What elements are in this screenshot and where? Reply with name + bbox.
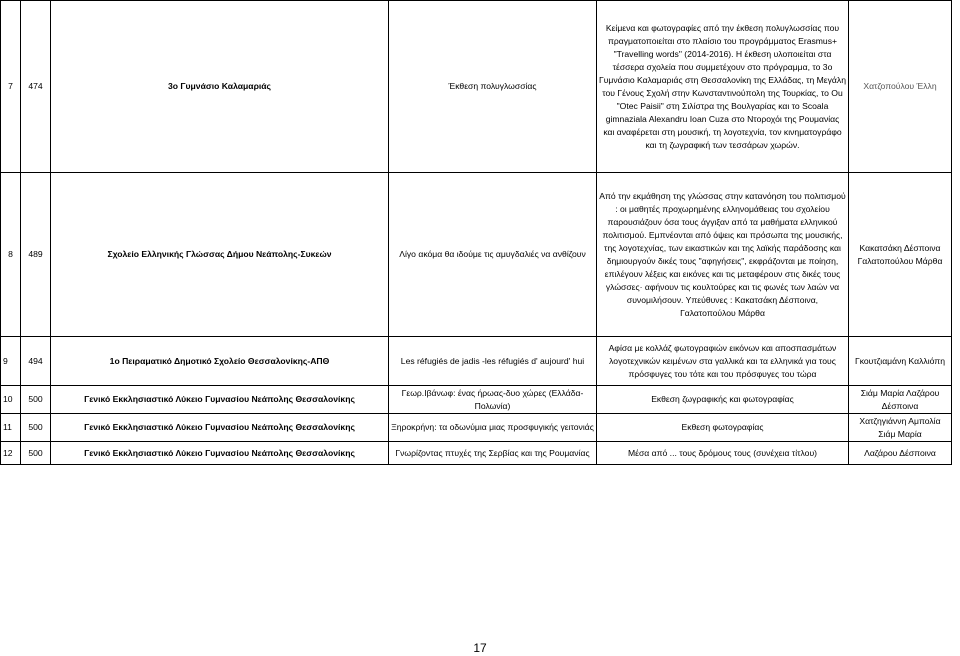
row-id: 474 — [21, 1, 51, 173]
row-id: 500 — [21, 386, 51, 414]
page-number: 17 — [473, 641, 487, 655]
table-row — [1, 386, 952, 414]
table-row — [1, 414, 952, 442]
row-id: 489 — [21, 173, 51, 337]
contact-person: Γκουτζιαμάνη Καλλιόπη — [849, 337, 952, 386]
exhibit-title: Γνωρίζοντας πτυχές της Σερβίας και της Ρουμανίας — [389, 442, 597, 465]
exhibit-description: Εκθεση φωτογραφίας — [597, 414, 849, 442]
row-id: 500 — [21, 414, 51, 442]
school-name: Γενικό Εκκλησιαστικό Λύκειο Γυμνασίου Νεάπολης Θεσσαλονίκης — [51, 414, 389, 442]
row-id: 500 — [21, 442, 51, 465]
table-row — [1, 337, 952, 386]
exhibit-description: Μέσα από ... τους δρόμους τους (συνέχεια τίτλου) — [597, 442, 849, 465]
exhibit-title: Έκθεση πολυγλωσσίας — [389, 1, 597, 173]
table-row — [1, 173, 952, 337]
row-number: 11 — [1, 414, 21, 442]
row-number: 7 — [1, 1, 21, 173]
row-number: 9 — [1, 337, 21, 386]
exhibit-title: Γεωρ.Ιβάνωφ: ένας ήρωας-δυο χώρες (Ελλάδα-Πολωνία) — [389, 386, 597, 414]
contact-person: Σιάμ Μαρία Λαζάρου Δέσποινα — [849, 386, 952, 414]
table-row — [1, 442, 952, 465]
school-name: 1ο Πειραματικό Δημοτικό Σχολείο Θεσσαλονίκης-ΑΠΘ — [51, 337, 389, 386]
exhibit-title: Λίγο ακόμα θα ιδούμε τις αμυγδαλιές να ανθίζουν — [389, 173, 597, 337]
row-number: 8 — [1, 173, 21, 337]
exhibit-description: Από την εκμάθηση της γλώσσας στην κατανόηση του πολιτισμού : οι μαθητές προχωρημένης ελληνομάθειας του σχολείου παρουσιάζουν όσα τους άγγιξαν από τα μαθήματα ελληνικού πολιτισμού. Εμπνέονται από όψεις και πρόσωπα της μουσικής, της λογοτεχνίας, των εικαστικών και της λαϊκής παράδοσης και δημιουργούν δικές τους "αφηγήσεις", εκφράζονται με ποίηση, επιλέγουν λέξεις και εικόνες και τις μεταφέρουν στις δικές τους γλώσσες· αφήνουν τις κουλτούρες και τις φωνές των λαών να συνομιλήσουν. Υπεύθυνες : Κακατσάκη Δέσποινα, Γαλατοπούλου Μάρθα — [597, 173, 849, 337]
contact-person: Χατζηγιάννη Αμπολία Σιάμ Μαρία — [849, 414, 952, 442]
exhibit-title: Les réfugiés de jadis -les réfugiés d' aujourd' hui — [389, 337, 597, 386]
exhibit-description: Αφίσα με κολλάζ φωτογραφιών εικόνων και αποσπασμάτων λογοτεχνικών κειμένων στα γαλλικά και τα ελληνικά για τους πρόσφυγες του τότε και του πρόσφυγες του τώρα — [597, 337, 849, 386]
exhibit-description: Κείμενα και φωτογραφίες από την έκθεση πολυγλωσσίας που πραγματοποιείται στο πλαίσιο του προγράμματος Erasmus+ "Travelling words" (2014-2016). Η έκθεση υλοποιείται στα τέσσερα σχολεία που συμμετέχουν στο πρόγραμμα, το 3ο Γυμνάσιο Καλαμαριάς στη Θεσσαλονίκη της Ελλάδας, τη Μεγάλη του Γένους Σχολή στην Κωνσταντινούπολη της Τουρκίας, το Ou "Otec Paisii" στη Σιλίστρα της Βουλγαρίας και το Scoala gimnaziala Alexandru Ioan Cuza στο Ντοροχόι της Ρουμανίας και αναφέρεται στη μουσική, τη λογοτεχνία, τον κινηματογράφο και τη ζωγραφική των τεσσάρων χωρών. — [597, 1, 849, 173]
row-number: 12 — [1, 442, 21, 465]
contact-person: Κακατσάκη Δέσποινα Γαλατοπούλου Μάρθα — [849, 173, 952, 337]
school-name: Σχολείο Ελληνικής Γλώσσας Δήμου Νεάπολης-Συκεών — [51, 173, 389, 337]
table-row — [1, 1, 952, 173]
row-id: 494 — [21, 337, 51, 386]
row-number: 10 — [1, 386, 21, 414]
exhibit-description: Εκθεση ζωγραφικής και φωτογραφίας — [597, 386, 849, 414]
school-name: Γενικό Εκκλησιαστικό Λύκειο Γυμνασίου Νεάπολης Θεσσαλονίκης — [51, 442, 389, 465]
school-name: 3ο Γυμνάσιο Καλαμαριάς — [51, 1, 389, 173]
contact-person: Χατζοπούλου Έλλη — [849, 1, 952, 173]
school-name: Γενικό Εκκλησιαστικό Λύκειο Γυμνασίου Νεάπολης Θεσσαλονίκης — [51, 386, 389, 414]
contact-person: Λαζάρου Δέσποινα — [849, 442, 952, 465]
exhibit-title: Ξηροκρήνη: τα οδωνύμια μιας προσφυγικής γειτονιάς — [389, 414, 597, 442]
